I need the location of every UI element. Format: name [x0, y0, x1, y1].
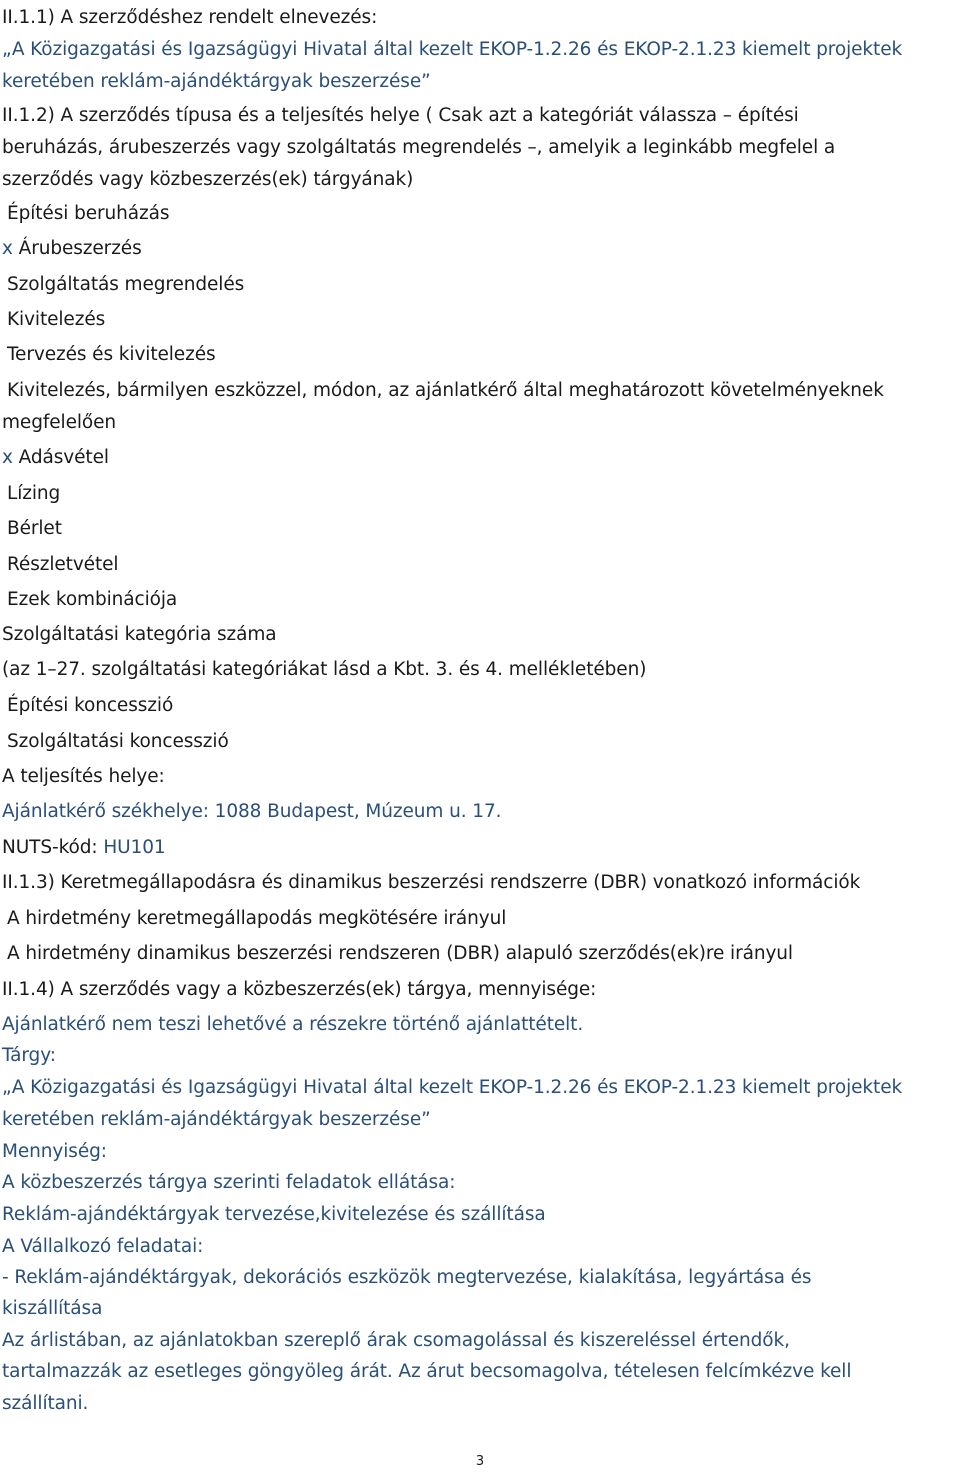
- option-epitesi-koncesszio: Építési koncesszió: [7, 695, 174, 716]
- option-adasvetel: [2, 445, 109, 471]
- contract-title-line-1: „A Közigazgatási és Igazságügyi Hivatal által kezelt EKOP-1.2.26 és EKOP-2.1.23 kiemelt projektek: [2, 39, 903, 60]
- vallalkozo-label: A Vállalkozó feladatai:: [2, 1236, 204, 1257]
- contract-title-line-2: keretében reklám-ajándéktárgyak beszerzése”: [2, 71, 431, 92]
- nuts-label: NUTS-kód:: [2, 837, 98, 858]
- option-reszletvetel: Részletvétel: [7, 554, 119, 575]
- feladatok-label: A közbeszerzés tárgya szerinti feladatok ellátása:: [2, 1172, 456, 1193]
- szolgaltatasi-kategoria-note: (az 1–27. szolgáltatási kategóriákat lásd a Kbt. 3. és 4. mellékletében): [2, 659, 647, 680]
- option-kivitelezes-barmilyen-line-2: megfelelően: [2, 412, 117, 433]
- option-kivitelezes: Kivitelezés: [7, 309, 106, 330]
- option-label: Árubeszerzés: [18, 238, 142, 259]
- section-heading-ii-1-3: II.1.3) Keretmegállapodásra és dinamikus beszerzési rendszerre (DBR) vonatkozó információk: [2, 872, 861, 893]
- checked-mark: x: [2, 447, 13, 468]
- mennyiseg-label: Mennyiség:: [2, 1141, 107, 1162]
- page-number: 3: [475, 1454, 485, 1469]
- option-keretmegallapodas: A hirdetmény keretmegállapodás megkötésére irányul: [7, 908, 507, 929]
- option-kombinacio: Ezek kombinációja: [7, 589, 178, 610]
- nuts-code: [2, 835, 166, 861]
- option-tervezes-es-kivitelezes: Tervezés és kivitelezés: [7, 344, 216, 365]
- checked-mark: x: [2, 238, 13, 259]
- targy-line-1: „A Közigazgatási és Igazságügyi Hivatal által kezelt EKOP-1.2.26 és EKOP-2.1.23 kiemelt projektek: [2, 1077, 903, 1098]
- section-heading-ii-1-2-line-2: beruházás, árubeszerzés vagy szolgáltatás megrendelés –, amelyik a leginkább megfelel a: [2, 137, 836, 158]
- option-epitesi-beruhazas: Építési beruházás: [7, 203, 170, 224]
- arlista-line-3: szállítani.: [2, 1393, 89, 1414]
- option-kivitelezes-barmilyen-line-1: Kivitelezés, bármilyen eszközzel, módon, az ajánlatkérő által meghatározott követelményeknek: [7, 380, 884, 401]
- feladatok-value: Reklám-ajándéktárgyak tervezése,kivitelezése és szállítása: [2, 1204, 546, 1225]
- teljesites-helye-label: A teljesítés helye:: [2, 766, 165, 787]
- teljesites-helye-value: Ajánlatkérő székhelye: 1088 Budapest, Múzeum u. 17.: [2, 801, 502, 822]
- szolgaltatasi-kategoria-label: Szolgáltatási kategória száma: [2, 624, 277, 645]
- section-heading-ii-1-1: II.1.1) A szerződéshez rendelt elnevezés:: [2, 7, 378, 28]
- vallalkozo-line-2: kiszállítása: [2, 1298, 103, 1319]
- section-heading-ii-1-4: II.1.4) A szerződés vagy a közbeszerzés(ek) tárgya, mennyisége:: [2, 979, 597, 1000]
- option-arubeszerzes: [2, 236, 142, 262]
- option-berlet: Bérlet: [7, 518, 62, 539]
- targy-line-2: keretében reklám-ajándéktárgyak beszerzése”: [2, 1109, 431, 1130]
- option-label: Adásvétel: [18, 447, 109, 468]
- targy-label: Tárgy:: [2, 1045, 56, 1066]
- arlista-line-2: tartalmazzák az esetleges göngyöleg árát. Az árut becsomagolva, tételesen felcímkézve kell: [2, 1361, 852, 1382]
- section-heading-ii-1-2-line-3: szerződés vagy közbeszerzés(ek) tárgyának): [2, 169, 414, 190]
- section-heading-ii-1-2-line-1: II.1.2) A szerződés típusa és a teljesítés helye ( Csak azt a kategóriát válassza – építési: [2, 105, 799, 126]
- vallalkozo-line-1: - Reklám-ajándéktárgyak, dekorációs eszközök megtervezése, kialakítása, legyártása és: [2, 1267, 812, 1288]
- arlista-line-1: Az árlistában, az ajánlatokban szereplő árak csomagolással és kiszereléssel értendők,: [2, 1330, 790, 1351]
- nuts-value: HU101: [103, 837, 166, 858]
- option-lizing: Lízing: [7, 483, 61, 504]
- option-szolgaltatas-megrendeles: Szolgáltatás megrendelés: [7, 274, 245, 295]
- reszajanlat-statement: Ajánlatkérő nem teszi lehetővé a részekre történő ajánlattételt.: [2, 1014, 584, 1035]
- option-szolgaltatasi-koncesszio: Szolgáltatási koncesszió: [7, 731, 229, 752]
- option-dbr: A hirdetmény dinamikus beszerzési rendszeren (DBR) alapuló szerződés(ek)re irányul: [7, 943, 793, 964]
